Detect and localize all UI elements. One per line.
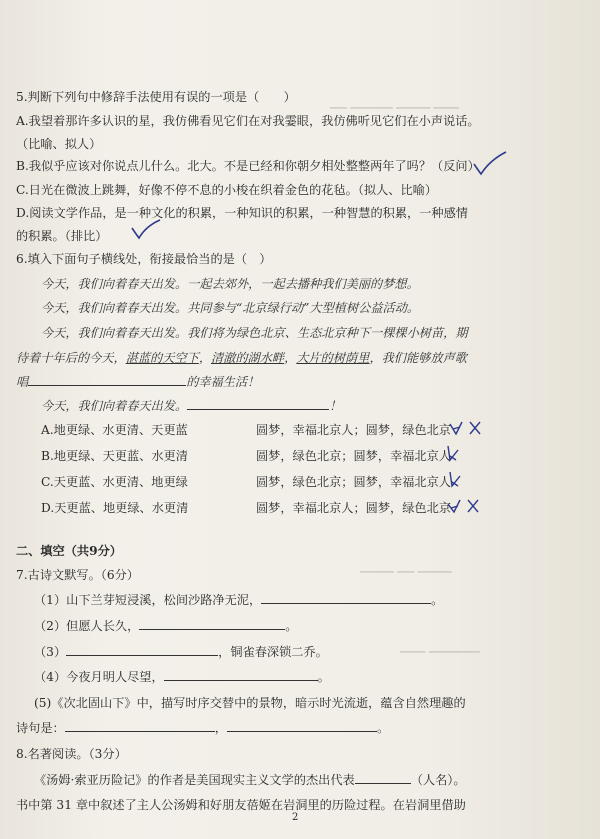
answer-blank[interactable]	[66, 643, 218, 656]
q6-passage-3-cont	[16, 349, 467, 366]
q6-option-b: B.地更绿、天更蓝、水更清	[41, 449, 188, 463]
q6-option-d-part2: 圆梦，幸福北京人；圆梦，绿色北京	[256, 501, 451, 515]
text-run: ，	[198, 351, 211, 365]
q7-stem: 7.古诗文默写。（6分）	[16, 568, 139, 582]
text-run: 今天，我们向着春天出发。	[41, 399, 188, 413]
check-mark-icon	[130, 218, 162, 240]
q6-option-c-part2: 圆梦，绿色北京；圆梦，幸福北京人	[256, 475, 451, 489]
answer-blank[interactable]	[355, 771, 411, 784]
page-number: 2	[292, 812, 299, 823]
underlined-phrase: 湛蓝的天空下	[125, 351, 199, 365]
q6-option-a: A.地更绿、水更清、天更蓝	[41, 423, 188, 437]
q6-option-a-part2: 圆梦，幸福北京人；圆梦，绿色北京	[256, 423, 451, 437]
text-run: （人名）。	[410, 773, 466, 787]
q6-passage-3-cont2	[16, 373, 259, 390]
q5-option-d: D.阅读文学作品，是一种文化的积累，一种知识的积累，一种智慧的积累，一种感情	[16, 206, 468, 220]
pen-mark-icon	[446, 496, 482, 516]
text-run: 。	[285, 619, 298, 633]
q5-option-c: C.日光在微波上跳舞，好像不停不息的小梭在织着金色的花毡。（拟人、比喻）	[16, 183, 438, 197]
q8-line-2: 书中第 31 章中叙述了主人公汤姆和好朋友蓓姬在岩洞里的历险过程。在岩洞里借助	[16, 798, 466, 812]
q7-item-3	[34, 643, 328, 660]
q7-item-5-cont	[16, 719, 389, 736]
q6-passage-2: 今天，我们向着春天出发。共同参与“北京绿行动”大型植树公益活动。	[41, 301, 420, 315]
q7-item-5: (5)《次北固山下》中，描写时序交替中的景物，暗示时光流逝，蕴含自然理趣的	[34, 696, 466, 710]
q7-item-2	[34, 617, 297, 634]
text-run: 唱	[16, 375, 29, 389]
text-run: 待着十年后的今天，	[16, 351, 126, 365]
text-run: ，	[284, 351, 297, 365]
bleed-through-mark: ▁▁ ▁▁▁▁▁ ▁▁▁▁ ▁▁▁	[330, 96, 459, 109]
text-run: 的幸福生活！	[186, 375, 260, 389]
q8-stem: 8.名著阅读。（3分）	[16, 747, 127, 761]
text-run: （1）山下兰芽短浸溪，松间沙路净无泥，	[34, 593, 262, 607]
text-run: ，铜雀春深锁二乔。	[218, 645, 328, 659]
text-run: ！	[329, 399, 342, 413]
text-run: 《汤姆·索亚历险记》的作者是美国现实主义文学的杰出代表	[34, 773, 355, 787]
pen-mark-icon	[446, 470, 464, 490]
text-run: 。	[431, 593, 444, 607]
q6-passage-1: 今天，我们向着春天出发。一起去郊外，一起去播种我们美丽的梦想。	[41, 277, 419, 291]
q7-item-4	[34, 668, 330, 685]
text-run: 。	[376, 721, 390, 735]
q5-option-d-cont: 的积累。（排比）	[16, 229, 108, 243]
text-run: （4）今夜月明人尽望，	[34, 670, 164, 684]
q6-stem: 6.填入下面句子横线处，衔接最恰当的是（ ）	[16, 252, 272, 266]
q7-item-1	[34, 591, 443, 608]
q8-line-1	[34, 771, 466, 788]
q5-option-a-cont: （比喻、拟人）	[16, 137, 102, 151]
q5-option-a: A.我望着那许多认识的星，我仿佛看见它们在对我霎眼，我仿佛听见它们在小声说话。	[16, 114, 480, 128]
answer-blank[interactable]	[65, 719, 215, 732]
answer-blank[interactable]	[227, 719, 377, 732]
check-mark-icon	[472, 150, 508, 176]
q6-option-c: C.天更蓝、水更清、地更绿	[41, 475, 188, 489]
underlined-phrase: 大片的树荫里	[296, 351, 370, 365]
bleed-through-mark: ▁▁▁ ▁▁▁▁▁▁	[400, 640, 480, 653]
text-run: （2）但愿人长久，	[34, 619, 140, 633]
q5-option-b: B.我似乎应该对你说点儿什么。北大。不是已经和你朝夕相处整整两年了吗？（反问）	[16, 159, 480, 173]
pen-mark-icon	[444, 444, 462, 464]
q6-option-b-part2: 圆梦，绿色北京；圆梦，幸福北京人	[256, 449, 451, 463]
text-run: 。	[317, 670, 330, 684]
answer-blank[interactable]	[139, 617, 285, 630]
answer-blank[interactable]	[164, 668, 318, 681]
section-2-title: 二、填空（共9分）	[16, 544, 122, 558]
text-run: ，我们能够放声歌	[369, 351, 467, 365]
q6-option-d: D.天更蓝、地更绿、水更清	[41, 501, 189, 515]
q5-stem: 5.判断下列句中修辞手法使用有误的一项是（ ）	[16, 90, 296, 104]
answer-blank[interactable]	[187, 397, 329, 410]
q6-passage-4	[41, 397, 341, 414]
answer-blank[interactable]	[261, 591, 431, 604]
q6-passage-3: 今天，我们向着春天出发。我们将为绿色北京、生态北京种下一棵棵小树苗，期	[41, 326, 468, 340]
text-run: ，	[214, 721, 227, 735]
text-run: 诗句是：	[16, 721, 65, 735]
text-run: （3）	[34, 645, 67, 659]
bleed-through-mark: ▁▁▁▁ ▁▁ ▁▁▁▁	[360, 560, 452, 573]
pen-mark-icon	[448, 418, 484, 438]
underlined-phrase: 清澈的湖水畔	[211, 351, 285, 365]
answer-blank[interactable]	[28, 373, 186, 386]
